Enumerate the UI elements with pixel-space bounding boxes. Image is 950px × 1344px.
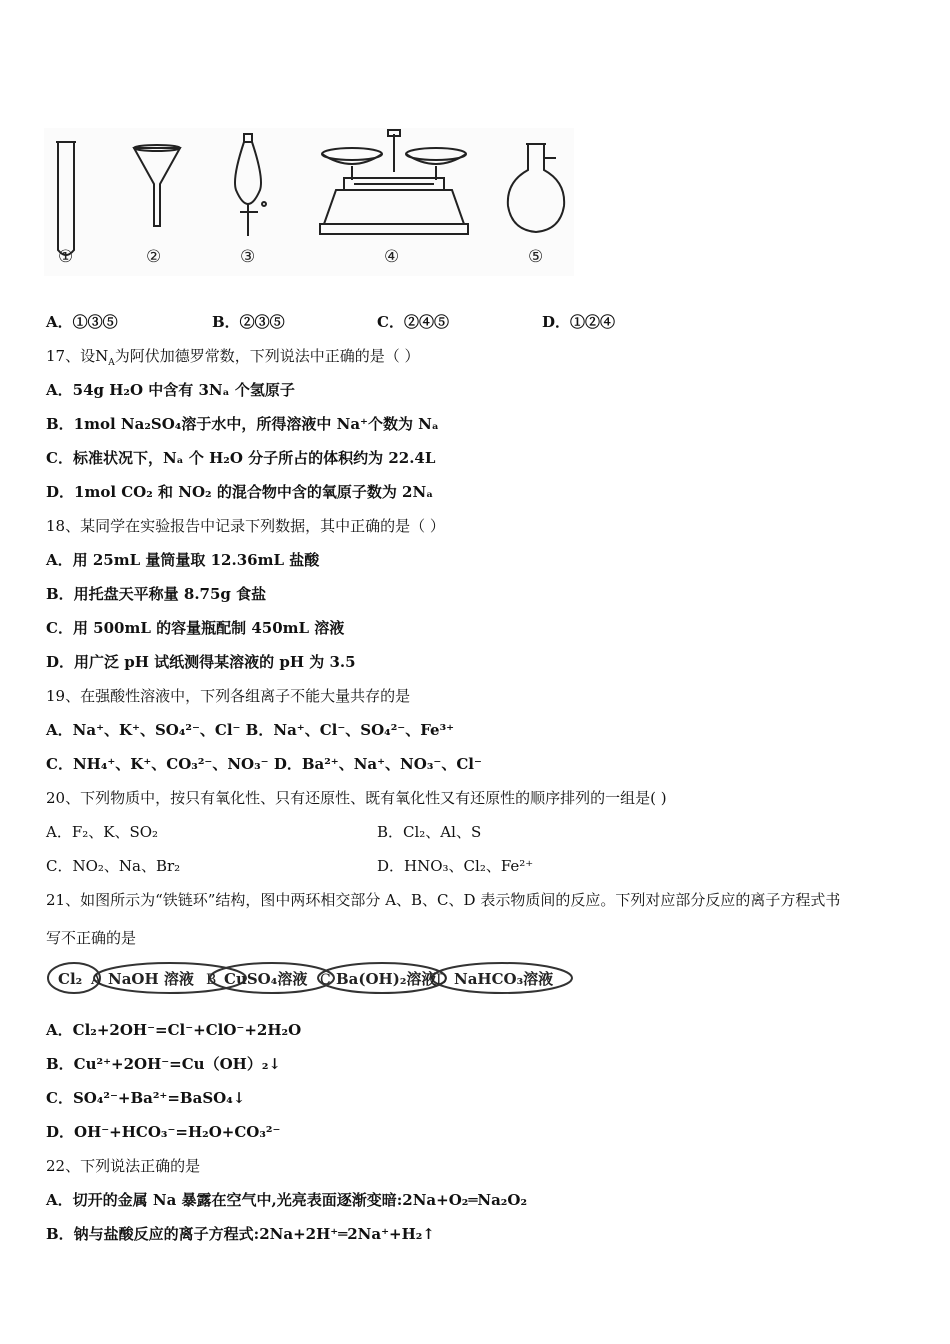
apparatus-figure bbox=[44, 128, 574, 276]
chain-joint-d: D bbox=[436, 972, 448, 988]
q22-option-b: B．钠与盐酸反应的离子方程式:2Na+2H⁺═2Na⁺+H₂↑ bbox=[46, 1225, 435, 1243]
q22-option-a: A．切开的金属 Na 暴露在空气中,光亮表面逐渐变暗:2Na+O₂═Na₂O₂ bbox=[46, 1191, 528, 1209]
q17-option-c: C．标准状况下，Nₐ 个 H₂O 分子所占的体积约为 22.4L bbox=[46, 449, 436, 467]
q21-option-c: C．SO₄²⁻+Ba²⁺=BaSO₄↓ bbox=[46, 1089, 246, 1107]
q22-stem: 22、下列说法正确的是 bbox=[46, 1157, 201, 1175]
chain-joint-a: A bbox=[91, 972, 102, 988]
q20-option-d: D．HNO₃、Cl₂、Fe²⁺ bbox=[377, 857, 534, 875]
q16-option-c: C．②④⑤ bbox=[377, 313, 449, 331]
apparatus-label-2: ② bbox=[146, 247, 162, 267]
q20-option-c: C．NO₂、Na、Br₂ bbox=[46, 857, 181, 875]
q21-option-b: B．Cu²⁺+2OH⁻=Cu（OH）₂↓ bbox=[46, 1055, 281, 1073]
apparatus-label-5: ⑤ bbox=[528, 247, 544, 267]
q18-option-d: D．用广泛 pH 试纸测得某溶液的 pH 为 3.5 bbox=[46, 653, 356, 671]
q18-option-c: C．用 500mL 的容量瓶配制 450mL 溶液 bbox=[46, 619, 345, 637]
q20-stem: 20、下列物质中，按只有氧化性、只有还原性、既有氧化性又有还原性的顺序排列的一组是( ) bbox=[46, 789, 667, 807]
apparatus-label-4: ④ bbox=[384, 247, 400, 267]
q19-stem: 19、在强酸性溶液中，下列各组离子不能大量共存的是 bbox=[46, 687, 411, 705]
chain-joint-c: C bbox=[320, 972, 331, 988]
q18-stem: 18、某同学在实验报告中记录下列数据，其中正确的是（ ） bbox=[46, 517, 445, 535]
q17-stem: 17、设$N_A$为阿伏加德罗常数，下列说法中正确的是（ ） bbox=[46, 347, 420, 368]
apparatus-label-1: ① bbox=[58, 247, 74, 267]
chain-ring-nahco3: NaHCO₃溶液 bbox=[454, 970, 554, 988]
q16-option-b: B．②③⑤ bbox=[212, 313, 285, 331]
q17-option-b: B．1mol Na₂SO₄溶于水中，所得溶液中 Na⁺个数为 Nₐ bbox=[46, 415, 439, 433]
q18-option-a: A．用 25mL 量筒量取 12.36mL 盐酸 bbox=[46, 551, 320, 569]
q21-option-d: D．OH⁻+HCO₃⁻=H₂O+CO₃²⁻ bbox=[46, 1123, 281, 1141]
chain-ring-baoh2: Ba(OH)₂溶液 bbox=[336, 970, 437, 988]
q18-option-b: B．用托盘天平称量 8.75g 食盐 bbox=[46, 585, 267, 603]
chain-joint-b: B bbox=[206, 972, 217, 988]
q17-option-d: D．1mol CO₂ 和 NO₂ 的混合物中含的氧原子数为 2Nₐ bbox=[46, 483, 434, 501]
chain-ring-cuso4: CuSO₄溶液 bbox=[224, 970, 308, 988]
q21-stem-line1: 21、如图所示为“铁链环”结构，图中两环相交部分 A、B、C、D 表示物质间的反应。下列对应部分反应的离子方程式书 bbox=[46, 891, 841, 909]
apparatus-label-3: ③ bbox=[240, 247, 256, 267]
iron-chain-diagram bbox=[46, 958, 576, 998]
q21-stem-line2: 写不正确的是 bbox=[46, 929, 137, 947]
q16-option-d: D．①②④ bbox=[542, 313, 616, 331]
q21-option-a: A．Cl₂+2OH⁻=Cl⁻+ClO⁻+2H₂O bbox=[46, 1021, 302, 1039]
q16-option-a: A．①③⑤ bbox=[46, 313, 118, 331]
q20-option-a: A．F₂、K、SO₂ bbox=[46, 823, 159, 841]
q19-options-cd: C．NH₄⁺、K⁺、CO₃²⁻、NO₃⁻ D．Ba²⁺、Na⁺、NO₃⁻、Cl⁻ bbox=[46, 755, 482, 773]
q20-option-b: B．Cl₂、Al、S bbox=[377, 823, 482, 841]
chain-ring-cl2: Cl₂ bbox=[58, 970, 83, 988]
q17-option-a: A．54g H₂O 中含有 3Nₐ 个氢原子 bbox=[46, 381, 295, 399]
q19-options-ab: A．Na⁺、K⁺、SO₄²⁻、Cl⁻ B．Na⁺、Cl⁻、SO₄²⁻、Fe³⁺ bbox=[46, 721, 455, 739]
chain-ring-naoh: NaOH 溶液 bbox=[108, 970, 194, 988]
